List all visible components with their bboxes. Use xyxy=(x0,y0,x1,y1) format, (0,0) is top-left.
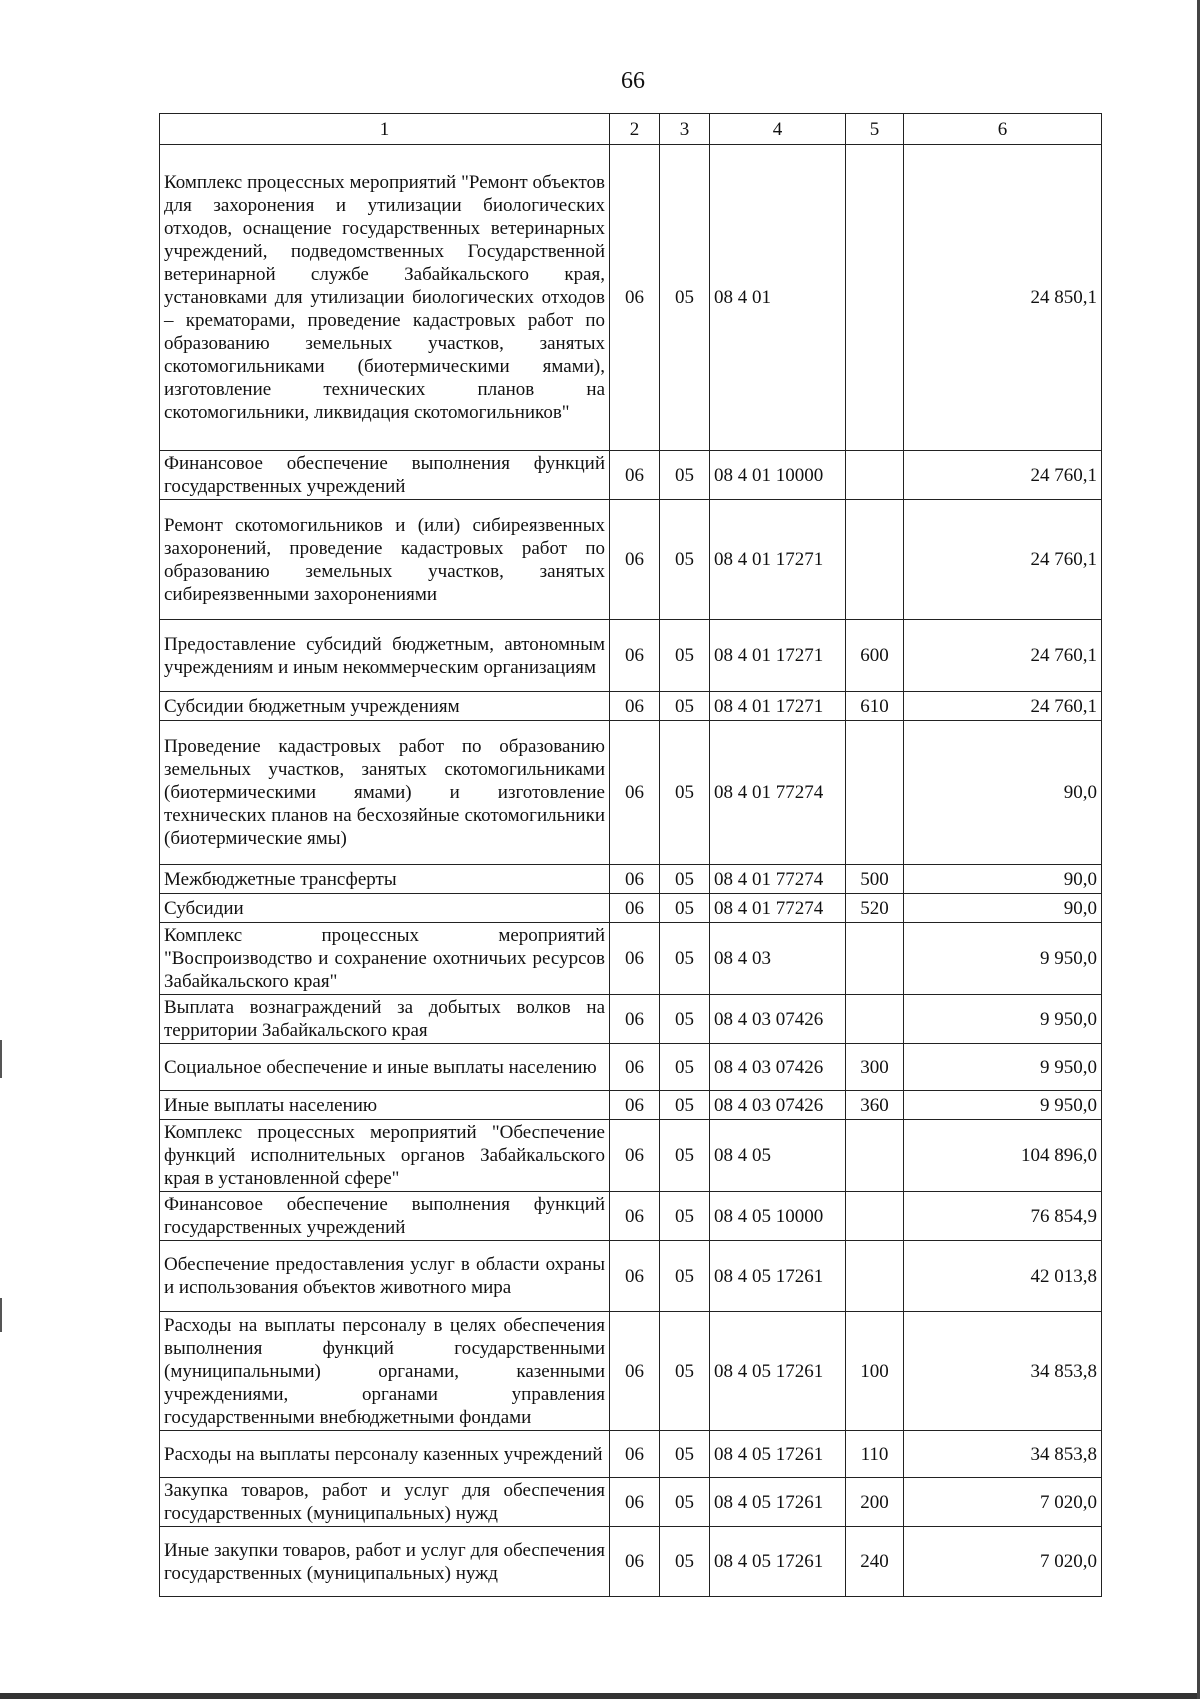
row-amount: 24 850,1 xyxy=(904,145,1102,451)
row-amount: 7 020,0 xyxy=(904,1478,1102,1527)
row-section: 06 xyxy=(610,145,660,451)
table-row xyxy=(160,1044,1102,1091)
page-number: 66 xyxy=(621,68,645,94)
row-target-code: 08 4 05 17261 xyxy=(710,1241,846,1312)
row-amount: 24 760,1 xyxy=(904,620,1102,692)
row-name: Межбюджетные трансферты xyxy=(160,865,610,894)
row-target-code: 08 4 01 10000 xyxy=(710,451,846,500)
row-section: 06 xyxy=(610,500,660,620)
row-name: Ремонт скотомогильников и (или) сибиреязвенных захоронений, проведение кадастровых работ по образованию земельных участков, занятых сибиреязвенными захоронениями xyxy=(160,500,610,620)
row-subsection: 05 xyxy=(660,721,710,865)
row-subsection: 05 xyxy=(660,451,710,500)
row-expense-type xyxy=(846,451,904,500)
row-target-code: 08 4 05 17261 xyxy=(710,1312,846,1431)
row-subsection: 05 xyxy=(660,1527,710,1597)
row-amount: 90,0 xyxy=(904,721,1102,865)
row-section: 06 xyxy=(610,1431,660,1478)
row-section: 06 xyxy=(610,995,660,1044)
row-target-code: 08 4 01 77274 xyxy=(710,894,846,923)
row-amount: 7 020,0 xyxy=(904,1527,1102,1597)
row-amount: 9 950,0 xyxy=(904,1044,1102,1091)
scan-edge-mark xyxy=(0,1040,2,1078)
row-expense-type xyxy=(846,145,904,451)
row-subsection: 05 xyxy=(660,145,710,451)
row-expense-type: 500 xyxy=(846,865,904,894)
row-subsection: 05 xyxy=(660,1312,710,1431)
row-name: Расходы на выплаты персоналу в целях обеспечения выполнения функций государственными (муниципальными) органами, казенными учреждениями, органами управления государственными внебюджетными фондами xyxy=(160,1312,610,1431)
row-name: Проведение кадастровых работ по образованию земельных участков, занятых скотомогильниками (биотермическими ямами) и изготовление технических планов на бесхозяйные скотомогильники (биотермические ямы) xyxy=(160,721,610,865)
row-subsection: 05 xyxy=(660,1241,710,1312)
row-amount: 76 854,9 xyxy=(904,1192,1102,1241)
header-col-3: 3 xyxy=(660,114,710,145)
row-expense-type: 600 xyxy=(846,620,904,692)
table-header-row xyxy=(160,114,1102,145)
row-amount: 104 896,0 xyxy=(904,1120,1102,1192)
header-col-2: 2 xyxy=(610,114,660,145)
row-name: Комплекс процессных мероприятий "Обеспечение функций исполнительных органов Забайкальского края в установленной сфере" xyxy=(160,1120,610,1192)
row-target-code: 08 4 05 xyxy=(710,1120,846,1192)
header-col-5: 5 xyxy=(846,114,904,145)
row-section: 06 xyxy=(610,1091,660,1120)
row-amount: 34 853,8 xyxy=(904,1431,1102,1478)
row-section: 06 xyxy=(610,1527,660,1597)
row-amount: 9 950,0 xyxy=(904,923,1102,995)
row-name: Выплата вознаграждений за добытых волков на территории Забайкальского края xyxy=(160,995,610,1044)
table-row xyxy=(160,1527,1102,1597)
row-expense-type xyxy=(846,995,904,1044)
row-subsection: 05 xyxy=(660,1192,710,1241)
row-target-code: 08 4 01 xyxy=(710,145,846,451)
row-name: Иные закупки товаров, работ и услуг для обеспечения государственных (муниципальных) нужд xyxy=(160,1527,610,1597)
row-name: Финансовое обеспечение выполнения функций государственных учреждений xyxy=(160,451,610,500)
header-col-6: 6 xyxy=(904,114,1102,145)
row-subsection: 05 xyxy=(660,995,710,1044)
header-col-1: 1 xyxy=(160,114,610,145)
row-target-code: 08 4 05 17261 xyxy=(710,1527,846,1597)
header-col-4: 4 xyxy=(710,114,846,145)
row-target-code: 08 4 05 17261 xyxy=(710,1478,846,1527)
row-expense-type xyxy=(846,1192,904,1241)
row-target-code: 08 4 03 07426 xyxy=(710,1091,846,1120)
row-name: Иные выплаты населению xyxy=(160,1091,610,1120)
row-section: 06 xyxy=(610,721,660,865)
row-section: 06 xyxy=(610,1241,660,1312)
row-subsection: 05 xyxy=(660,1431,710,1478)
row-expense-type: 200 xyxy=(846,1478,904,1527)
row-target-code: 08 4 01 77274 xyxy=(710,721,846,865)
table-row xyxy=(160,1478,1102,1527)
row-expense-type xyxy=(846,1120,904,1192)
row-amount: 34 853,8 xyxy=(904,1312,1102,1431)
row-expense-type: 100 xyxy=(846,1312,904,1431)
row-name: Финансовое обеспечение выполнения функций государственных учреждений xyxy=(160,1192,610,1241)
row-amount: 9 950,0 xyxy=(904,995,1102,1044)
row-amount: 90,0 xyxy=(904,865,1102,894)
row-target-code: 08 4 01 17271 xyxy=(710,500,846,620)
row-section: 06 xyxy=(610,923,660,995)
row-name: Предоставление субсидий бюджетным, автономным учреждениям и иным некоммерческим организациям xyxy=(160,620,610,692)
table-row xyxy=(160,500,1102,620)
row-target-code: 08 4 01 17271 xyxy=(710,620,846,692)
row-amount: 24 760,1 xyxy=(904,692,1102,721)
row-section: 06 xyxy=(610,620,660,692)
row-target-code: 08 4 05 10000 xyxy=(710,1192,846,1241)
table-row xyxy=(160,721,1102,865)
scan-edge-mark xyxy=(0,1298,2,1332)
table-row xyxy=(160,1431,1102,1478)
row-section: 06 xyxy=(610,1192,660,1241)
table-row xyxy=(160,1120,1102,1192)
row-target-code: 08 4 03 07426 xyxy=(710,995,846,1044)
row-subsection: 05 xyxy=(660,1091,710,1120)
table-row xyxy=(160,923,1102,995)
table-row xyxy=(160,894,1102,923)
row-subsection: 05 xyxy=(660,923,710,995)
row-name: Закупка товаров, работ и услуг для обеспечения государственных (муниципальных) нужд xyxy=(160,1478,610,1527)
table-row xyxy=(160,995,1102,1044)
table-row xyxy=(160,620,1102,692)
row-target-code: 08 4 03 xyxy=(710,923,846,995)
row-name: Комплекс процессных мероприятий "Ремонт объектов для захоронения и утилизации биологических отходов, оснащение государственных ветеринарных учреждений, подведомственных Государственной ветеринарной службе Забайкальского края, установками для утилизации биологических отходов – крематорами, проведение кадастровых работ по образованию земельных участков, занятых скотомогильниками (биотермическими ямами), изготовление технических планов на скотомогильники, ликвидация скотомогильников" xyxy=(160,145,610,451)
row-expense-type: 240 xyxy=(846,1527,904,1597)
table-row xyxy=(160,1192,1102,1241)
row-subsection: 05 xyxy=(660,1120,710,1192)
row-expense-type xyxy=(846,721,904,865)
row-expense-type: 610 xyxy=(846,692,904,721)
row-expense-type: 300 xyxy=(846,1044,904,1091)
row-section: 06 xyxy=(610,1120,660,1192)
row-amount: 24 760,1 xyxy=(904,500,1102,620)
row-section: 06 xyxy=(610,1312,660,1431)
row-subsection: 05 xyxy=(660,620,710,692)
row-target-code: 08 4 01 17271 xyxy=(710,692,846,721)
row-expense-type: 520 xyxy=(846,894,904,923)
row-subsection: 05 xyxy=(660,1044,710,1091)
table-row xyxy=(160,1091,1102,1120)
row-amount: 42 013,8 xyxy=(904,1241,1102,1312)
row-amount: 24 760,1 xyxy=(904,451,1102,500)
table-row xyxy=(160,865,1102,894)
row-name: Обеспечение предоставления услуг в области охраны и использования объектов животного мира xyxy=(160,1241,610,1312)
row-section: 06 xyxy=(610,1478,660,1527)
row-name: Расходы на выплаты персоналу казенных учреждений xyxy=(160,1431,610,1478)
row-amount: 9 950,0 xyxy=(904,1091,1102,1120)
row-name: Комплекс процессных мероприятий "Воспроизводство и сохранение охотничьих ресурсов Забайкальского края" xyxy=(160,923,610,995)
table-row xyxy=(160,451,1102,500)
scan-bottom-edge xyxy=(0,1693,1200,1699)
table-row xyxy=(160,692,1102,721)
row-target-code: 08 4 01 77274 xyxy=(710,865,846,894)
row-expense-type xyxy=(846,500,904,620)
row-expense-type: 110 xyxy=(846,1431,904,1478)
table-row xyxy=(160,1312,1102,1431)
row-subsection: 05 xyxy=(660,894,710,923)
row-expense-type xyxy=(846,923,904,995)
row-expense-type xyxy=(846,1241,904,1312)
row-name: Субсидии бюджетным учреждениям xyxy=(160,692,610,721)
row-section: 06 xyxy=(610,692,660,721)
row-name: Социальное обеспечение и иные выплаты населению xyxy=(160,1044,610,1091)
row-name: Субсидии xyxy=(160,894,610,923)
budget-table xyxy=(159,113,1102,1597)
row-section: 06 xyxy=(610,865,660,894)
row-section: 06 xyxy=(610,894,660,923)
row-expense-type: 360 xyxy=(846,1091,904,1120)
row-section: 06 xyxy=(610,1044,660,1091)
row-target-code: 08 4 03 07426 xyxy=(710,1044,846,1091)
row-target-code: 08 4 05 17261 xyxy=(710,1431,846,1478)
row-subsection: 05 xyxy=(660,500,710,620)
row-section: 06 xyxy=(610,451,660,500)
table-row xyxy=(160,145,1102,451)
row-subsection: 05 xyxy=(660,865,710,894)
row-subsection: 05 xyxy=(660,1478,710,1527)
row-subsection: 05 xyxy=(660,692,710,721)
table-row xyxy=(160,1241,1102,1312)
row-amount: 90,0 xyxy=(904,894,1102,923)
